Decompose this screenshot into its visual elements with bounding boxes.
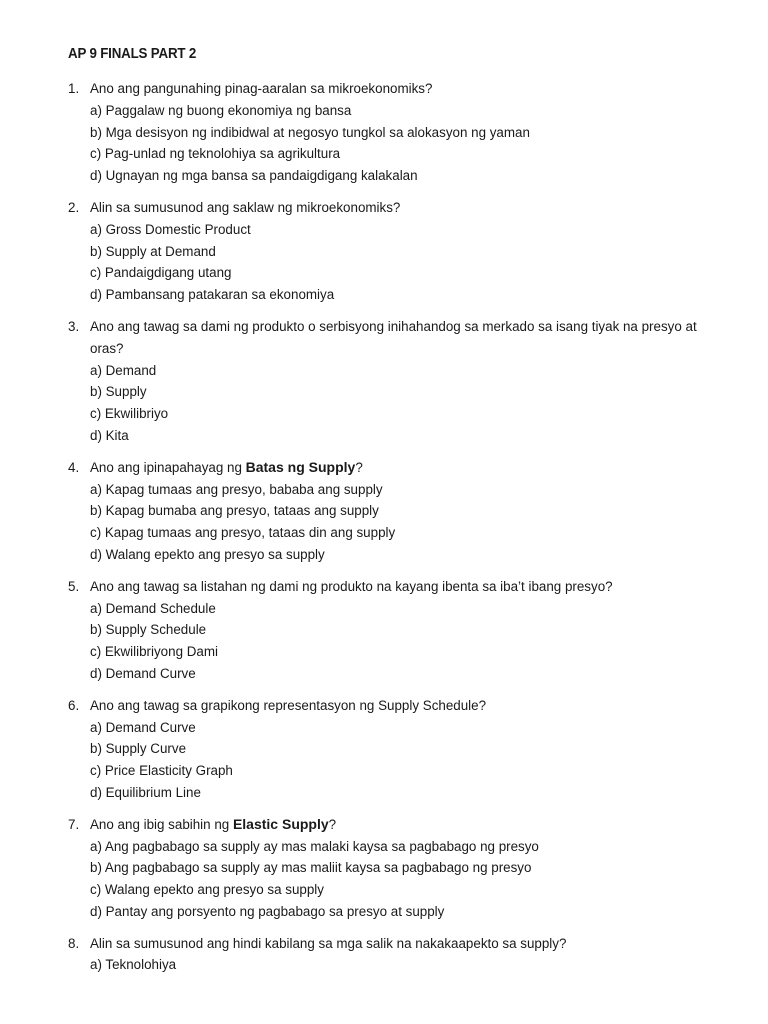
- question-2: [68, 197, 718, 306]
- choice-a: a) Teknolohiya: [90, 957, 177, 973]
- choice-a: a) Kapag tumaas ang presyo, bababa ang supply: [90, 481, 383, 497]
- choice-a: a) Demand: [90, 362, 157, 378]
- question-7: [68, 814, 718, 923]
- choice-list: [90, 836, 718, 923]
- choice-d: d) Pantay ang porsyento ng pagbabago sa presyo at supply: [90, 903, 445, 919]
- choice-list: [90, 954, 718, 976]
- choice-list: [90, 360, 718, 447]
- choice-b: b) Kapag bumaba ang presyo, tataas ang supply: [90, 503, 379, 519]
- bold-term: Elastic Supply: [232, 815, 329, 832]
- page-title: AP 9 FINALS PART 2: [68, 46, 197, 62]
- question-5: [68, 576, 718, 685]
- choice-a: a) Gross Domestic Product: [90, 221, 251, 237]
- choice-a: a) Demand Curve: [90, 719, 196, 735]
- question-number: 5.: [68, 578, 80, 594]
- choice-d: d) Kita: [90, 427, 129, 443]
- question-number: 7.: [68, 816, 80, 832]
- question-number: 2.: [68, 199, 80, 215]
- choice-d: d) Demand Curve: [90, 665, 196, 681]
- question-text: Ano ang ipinapahayag ng Batas ng Supply?: [90, 458, 363, 475]
- question-1: [68, 78, 718, 187]
- choice-c: c) Ekwilibriyong Dami: [90, 644, 218, 660]
- question-list: [68, 78, 718, 986]
- choice-a: a) Paggalaw ng buong ekonomiya ng bansa: [90, 102, 352, 118]
- choice-b: b) Mga desisyon ng indibidwal at negosyo tungkol sa alokasyon ng yaman: [90, 124, 530, 140]
- choice-list: [90, 717, 718, 804]
- question-text: Alin sa sumusunod ang saklaw ng mikroekonomiks?: [90, 199, 401, 215]
- choice-list: [90, 100, 718, 187]
- question-4: [68, 457, 718, 566]
- question-text: Ano ang pangunahing pinag-aaralan sa mikroekonomiks?: [90, 81, 433, 96]
- choice-b: b) Supply Schedule: [90, 622, 207, 638]
- choice-b: b) Ang pagbabago sa supply ay mas maliit kaysa sa pagbabago ng presyo: [90, 860, 532, 876]
- question-8: [68, 933, 718, 977]
- choice-b: b) Supply Curve: [90, 741, 187, 757]
- question-number: 1.: [68, 81, 80, 96]
- choice-d: d) Equilibrium Line: [90, 784, 201, 800]
- question-text: Alin sa sumusunod ang hindi kabilang sa mga salik na nakakaapekto sa supply?: [90, 935, 567, 951]
- choice-list: [90, 598, 718, 685]
- choice-c: c) Ekwilibriyo: [90, 406, 169, 422]
- bold-term: Batas ng Supply: [245, 458, 356, 475]
- question-text: Ano ang tawag sa dami ng produkto o serbisyong inihahandog sa merkado sa isang tiyak na presyo at oras?: [90, 318, 697, 356]
- question-text: Ano ang ibig sabihin ng Elastic Supply?: [90, 815, 337, 832]
- choice-c: c) Walang epekto ang presyo sa supply: [90, 882, 324, 898]
- choice-c: c) Kapag tumaas ang presyo, tataas din ang supply: [90, 525, 396, 541]
- choice-c: c) Price Elasticity Graph: [90, 763, 233, 779]
- question-6: [68, 695, 718, 804]
- choice-d: d) Walang epekto ang presyo sa supply: [90, 546, 325, 562]
- question-number: 4.: [68, 459, 80, 475]
- choice-d: d) Pambansang patakaran sa ekonomiya: [90, 287, 335, 303]
- question-number: 3.: [68, 318, 80, 334]
- choice-c: c) Pag-unlad ng teknolohiya sa agrikultura: [90, 146, 341, 162]
- choice-a: a) Ang pagbabago sa supply ay mas malaki kaysa sa pagbabago ng presyo: [90, 838, 539, 854]
- question-number: 6.: [68, 697, 80, 713]
- question-text: Ano ang tawag sa grapikong representasyon ng Supply Schedule?: [90, 697, 487, 713]
- choice-b: b) Supply at Demand: [90, 243, 216, 259]
- choice-c: c) Pandaigdigang utang: [90, 265, 232, 281]
- question-text: Ano ang tawag sa listahan ng dami ng produkto na kayang ibenta sa iba’t ibang presyo?: [90, 578, 613, 594]
- choice-list: [90, 219, 718, 306]
- question-number: 8.: [68, 935, 80, 951]
- choice-b: b) Supply: [90, 384, 147, 400]
- question-3: [68, 316, 718, 447]
- choice-a: a) Demand Schedule: [90, 600, 216, 616]
- choice-list: [90, 479, 718, 566]
- choice-d: d) Ugnayan ng mga bansa sa pandaigdigang kalakalan: [90, 168, 418, 184]
